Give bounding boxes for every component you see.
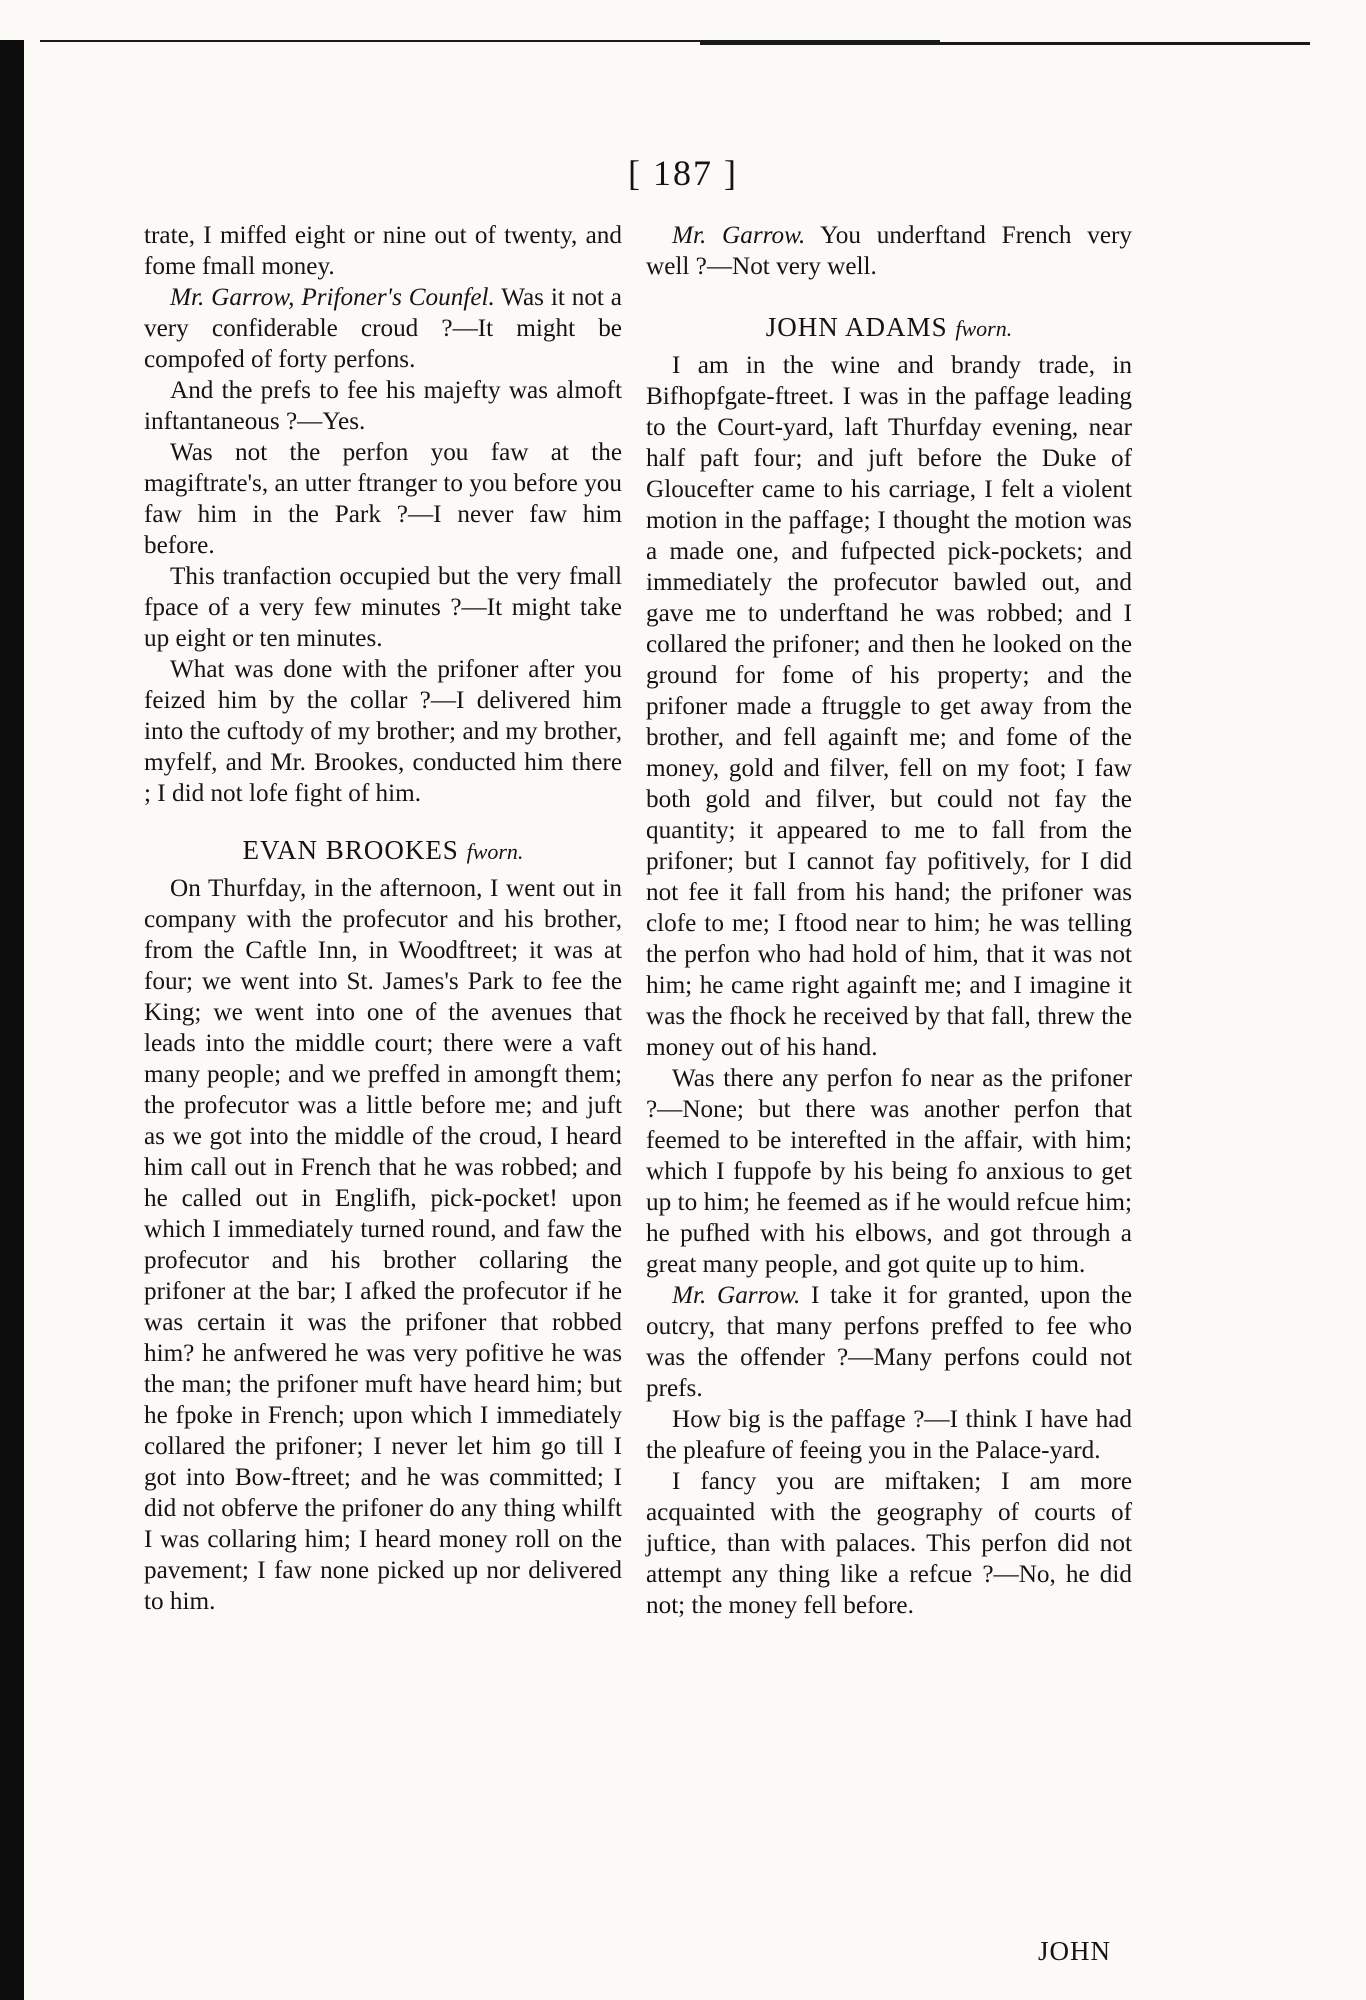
speaker-name: Mr. Garrow. bbox=[672, 1282, 801, 1309]
sworn-label: fworn. bbox=[466, 839, 524, 864]
sworn-label: fworn. bbox=[955, 316, 1013, 341]
paragraph: I fancy you are miftaken; I am more acquainted with the geography of courts of juftice, than with palaces. This perfon did not attempt any thing like a refcue ?—No, he did not; the money fell before. bbox=[646, 1468, 1132, 1619]
catchword: JOHN bbox=[1038, 1936, 1112, 1966]
right-testimony bbox=[646, 350, 1132, 1621]
speech-text: I take it for granted, upon the outcry, that many perfons preffed to fee who was the offender ?—Many perfons could not prefs. bbox=[646, 1282, 1132, 1402]
left-testimony bbox=[144, 873, 622, 1617]
paragraph: This tranfaction occupied but the very fmall fpace of a very few minutes ?—It might take up eight or ten minutes. bbox=[144, 563, 622, 652]
speaker-name: Mr. Garrow. bbox=[672, 222, 806, 249]
left-column bbox=[144, 220, 622, 1617]
speech-text: You underftand French very well ?—Not very well. bbox=[646, 222, 1133, 280]
counsel-question bbox=[144, 282, 622, 375]
paragraph: I am in the wine and brandy trade, in Bifhopfgate-ftreet. I was in the paffage leading to the Court-yard, laft Thurfday evening, near half paft four; and juft before the Duke of Gloucefter came to his carriage, I felt a violent motion in the paffage; I thought the motion was a made one, and fufpected pick-pockets; and immediately the profecutor bawled out, and gave me to underftand he was robbed; and I collared the prifoner; and then he looked on the ground for fome of his property; and the prifoner made a ftruggle to get away from the brother, and fell againft me; and fome of the money, gold and filver, fell on my foot; I faw both gold and filver, but could not fay the quantity; it appeared to me to fall from the prifoner; but I cannot fay pofitively, for I did not fee it fall from his hand; the prifoner was clofe to me; I ftood near to him; he was telling the perfon who had hold of him, that it was not him; he came right againft me; and I imagine it was the fhock he received by that fall, threw the money out of his hand. bbox=[646, 352, 1132, 1061]
paragraph: And the prefs to fee his majefty was almoft inftantaneous ?—Yes. bbox=[144, 377, 622, 435]
page-number: [ 187 ] bbox=[628, 153, 738, 193]
counsel-question bbox=[646, 220, 1132, 282]
paragraph: trate, I miffed eight or nine out of twenty, and fome fmall money. bbox=[144, 222, 622, 280]
paragraph: What was done with the prifoner after you feized him by the collar ?—I delivered him into the cuftody of my brother; and my brother, myfelf, and Mr. Brookes, conducted him there ; I did not lofe fight of him. bbox=[144, 656, 622, 807]
witness-heading-evan-brookes bbox=[144, 835, 622, 867]
right-intro bbox=[646, 220, 1132, 282]
binding-edge bbox=[0, 40, 24, 2000]
paragraph: On Thurfday, in the afternoon, I went out in company with the profecutor and his brother, from the Caftle Inn, in Woodftreet; it was at four; we went into St. James's Park to fee the King; we went into one of the avenues that leads into the middle court; there were a vaft many people; and we preffed in amongft them; the profecutor was a little before me; and juft as we got into the middle of the croud, I heard him call out in French that he was robbed; and he called out in Englifh, pick-pocket! upon which I immediately turned round, and faw the profecutor and his brother collaring the prifoner at the bar; I afked the profecutor if he was certain it was the prifoner that robbed him? he anfwered he was very pofitive he was the man; the prifoner muft have heard him; but he fpoke in French; upon which I immediately collared the prifoner; I never let him go till I got into Bow-ftreet; and he was committed; I did not obferve the prifoner do any thing whilft I was collaring him; I heard money roll on the pavement; I faw none picked up nor delivered to him. bbox=[144, 875, 622, 1615]
paragraph: Was not the perfon you faw at the magiftrate's, an utter ftranger to you before you faw him in the Park ?—I never faw him before. bbox=[144, 439, 622, 559]
witness-name: EVAN BROOKES bbox=[242, 835, 459, 865]
paragraph: How big is the paffage ?—I think I have had the pleafure of feeing you in the Palace-yard. bbox=[646, 1406, 1132, 1464]
right-column bbox=[646, 220, 1132, 1621]
paragraph: Was there any perfon fo near as the prifoner ?—None; but there was another perfon that feemed to be interefted in the affair, with him; which I fuppofe by his being fo anxious to get up to him; he feemed as if he would refcue him; he pufhed with his elbows, and got through a great many people, and got quite up to him. bbox=[646, 1065, 1132, 1278]
witness-name: JOHN ADAMS bbox=[765, 312, 948, 342]
speech-text: Was it not a very confiderable croud ?—It might be compofed of forty perfons. bbox=[144, 284, 622, 373]
left-intro bbox=[144, 220, 622, 809]
witness-heading-john-adams bbox=[646, 312, 1132, 344]
speaker-name: Mr. Garrow, Prifoner's Counfel. bbox=[170, 284, 495, 311]
counsel-question bbox=[646, 1280, 1132, 1404]
top-rule-heavy bbox=[700, 42, 1310, 45]
